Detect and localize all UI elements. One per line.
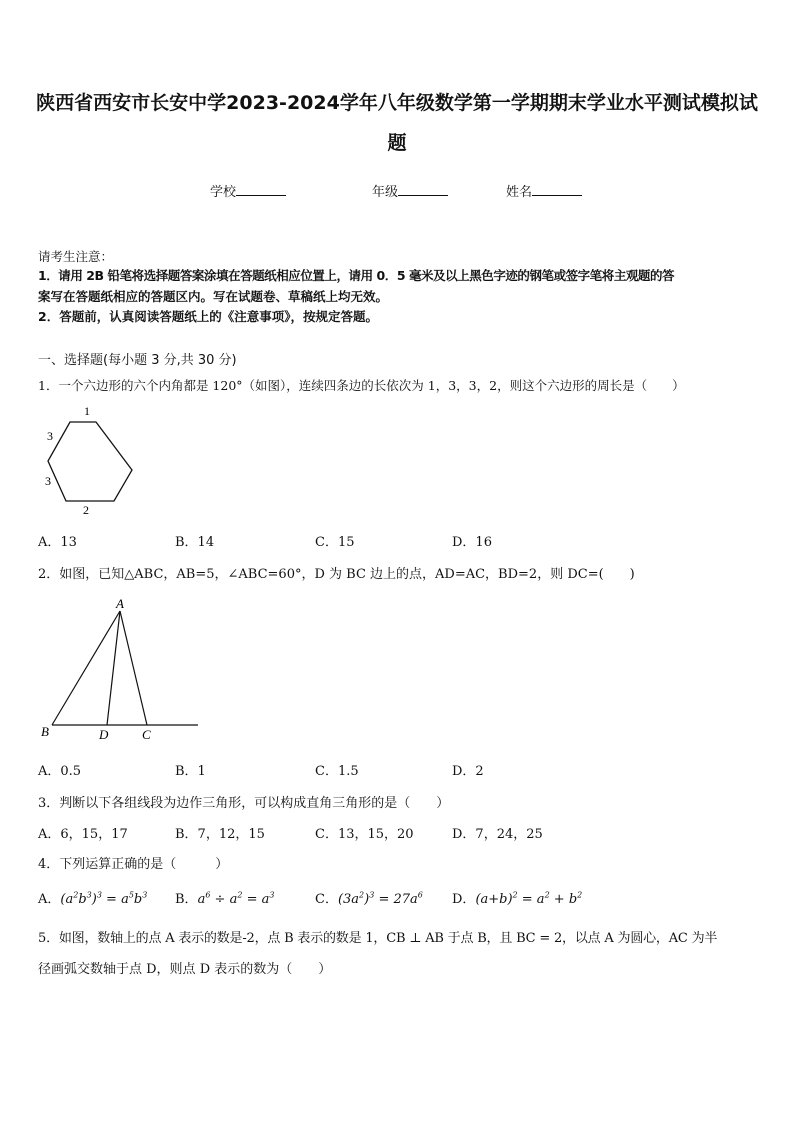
- q1-option-d: D．16: [452, 535, 492, 550]
- school-blank: [236, 183, 286, 196]
- q4-option-c-formula: $(3a^2)^3 = 27a^6$: [337, 890, 423, 907]
- q4-option-c-letter: C．: [315, 892, 338, 907]
- q4-option-b: [175, 888, 274, 907]
- q2-option-b: B．1: [175, 764, 206, 779]
- hexagon-shape: [48, 422, 132, 501]
- q2-option-a: A．0.5: [38, 764, 82, 779]
- q1-option-b: B．14: [175, 535, 215, 550]
- hexagon-label-top: 1: [84, 404, 90, 418]
- q1-option-c: C．15: [315, 535, 355, 550]
- school-label: 学校: [210, 185, 237, 200]
- q3-option-a: A．6，15，17: [38, 827, 128, 842]
- q4-option-a: [38, 888, 147, 907]
- grade-blank: [398, 183, 448, 196]
- hexagon-label-bottom: 2: [83, 503, 89, 517]
- q3-option-b: B．7，12，15: [175, 827, 265, 842]
- name-field: [506, 181, 582, 200]
- question-3-text: 3．判断以下各组线段为边作三角形，可以构成直角三角形的是（ ）: [38, 796, 450, 811]
- exam-title-line2: 题: [387, 132, 407, 154]
- q4-option-b-formula: $a^6 \div a^2 = a^3$: [197, 890, 275, 907]
- vertex-b-label: B: [41, 724, 49, 739]
- q1-option-a: A．13: [38, 535, 77, 550]
- vertex-c-label: C: [142, 727, 151, 742]
- q4-option-a-formula: $(a^2b^3)^3 = a^5b^3$: [60, 890, 148, 907]
- question-5-line1: 5．如图，数轴上的点 A 表示的数是-2，点 B 表示的数是 1，CB ⊥ AB 于点 B，且 BC = 2，以点 A 为圆心，AC 为半: [38, 931, 718, 946]
- notice-item-2: 2．答题前，认真阅读答题纸上的《注意事项》，按规定答题。: [38, 309, 378, 324]
- name-blank: [532, 183, 582, 196]
- q2-option-d: D．2: [452, 764, 484, 779]
- grade-label: 年级: [372, 185, 399, 200]
- notice-item-1a: 1．请用 2B 铅笔将选择题答案涂填在答题纸相应位置上，请用 0．5 毫米及以上黑色字迹的钢笔或签字笔将主观题的答: [38, 268, 675, 283]
- q4-option-d: [452, 888, 582, 907]
- school-field: [210, 181, 286, 200]
- section-heading: 一、选择题(每小题 3 分,共 30 分): [38, 353, 237, 368]
- question-4-text: 4．下列运算正确的是（ ）: [38, 857, 229, 872]
- hexagon-label-left-upper: 3: [47, 429, 53, 443]
- exam-title-line1: 陕西省西安市长安中学2023-2024学年八年级数学第一学期期末学业水平测试模拟试: [36, 92, 758, 114]
- question-5-line2: 径画弧交数轴于点 D，则点 D 表示的数为（ ）: [38, 962, 332, 977]
- q3-option-c: C．13，15，20: [315, 827, 414, 842]
- name-label: 姓名: [506, 185, 533, 200]
- q3-option-d: D．7，24，25: [452, 827, 543, 842]
- q4-option-d-formula: $(a+b)^2 = a^2 + b^2$: [475, 890, 583, 907]
- vertex-a-label: A: [116, 596, 124, 611]
- triangle-figure: [36, 594, 206, 744]
- q4-option-b-letter: B．: [175, 892, 198, 907]
- point-d-label: D: [99, 727, 109, 742]
- hexagon-figure: [38, 400, 138, 518]
- segment-ad: [107, 611, 120, 725]
- q4-option-c: [315, 888, 423, 907]
- question-1-text: 1．一个六边形的六个内角都是 120°（如图），连续四条边的长依次为 1，3，3，2，则这个六边形的周长是（ ）: [38, 378, 685, 393]
- side-ac: [120, 611, 147, 725]
- q2-option-c: C．1.5: [315, 764, 359, 779]
- q4-option-a-letter: A．: [38, 892, 61, 907]
- notice-item-1b: 案写在答题纸相应的答题区内。写在试题卷、草稿纸上均无效。: [38, 289, 389, 304]
- question-2-text: 2．如图，已知△ABC，AB=5，∠ABC=60°，D 为 BC 边上的点，AD=AC，BD=2，则 DC=( ): [38, 567, 635, 582]
- grade-field: [372, 181, 448, 200]
- notice-heading: 请考生注意：: [38, 249, 114, 264]
- hexagon-label-left-lower: 3: [45, 474, 51, 488]
- q4-option-d-letter: D．: [452, 892, 476, 907]
- side-ab: [52, 611, 120, 725]
